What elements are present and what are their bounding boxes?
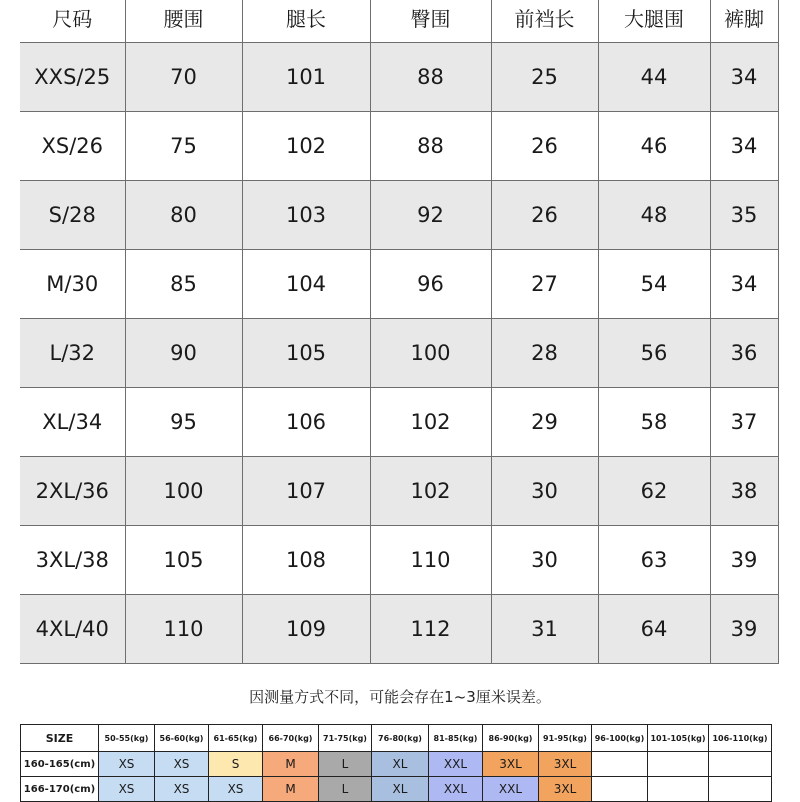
size-row	[20, 388, 778, 457]
measurement-cell: 37	[710, 388, 778, 457]
recommended-size-cell: XXL	[483, 777, 539, 802]
measurement-cell: 39	[710, 526, 778, 595]
measurement-cell: 44	[598, 43, 710, 112]
recommended-size-cell: XXL	[429, 752, 483, 777]
size-label-cell: 4XL/40	[20, 595, 125, 664]
recommended-size-cell: XS	[209, 777, 263, 802]
measurement-cell: 105	[125, 526, 242, 595]
recommended-size-cell: 3XL	[483, 752, 539, 777]
measurement-cell: 96	[370, 250, 491, 319]
measurement-note: 因测量方式不同，可能会存在1~3厘米误差。	[249, 688, 551, 706]
weight-range-header: 106-110(kg)	[709, 725, 772, 752]
measurement-cell: 101	[242, 43, 370, 112]
recommended-size-cell: XS	[155, 752, 209, 777]
recommended-size-cell	[592, 777, 648, 802]
size-header-cell: 裤脚	[710, 0, 778, 43]
recommended-size-cell: M	[263, 752, 319, 777]
weight-range-header: 101-105(kg)	[648, 725, 709, 752]
measurement-cell: 30	[491, 526, 598, 595]
height-row	[21, 777, 772, 802]
recommended-size-cell: XL	[372, 752, 429, 777]
size-row	[20, 43, 778, 112]
measurement-cell: 100	[370, 319, 491, 388]
recommended-size-cell	[592, 752, 648, 777]
measurement-cell: 39	[710, 595, 778, 664]
size-row	[20, 595, 778, 664]
recommended-size-cell	[709, 752, 772, 777]
measurement-cell: 58	[598, 388, 710, 457]
measurement-cell: 36	[710, 319, 778, 388]
measurement-cell: 34	[710, 250, 778, 319]
size-label-cell: 2XL/36	[20, 457, 125, 526]
measurement-cell: 110	[125, 595, 242, 664]
measurement-cell: 102	[242, 112, 370, 181]
height-row	[21, 752, 772, 777]
measurement-cell: 48	[598, 181, 710, 250]
recommended-size-cell: XS	[155, 777, 209, 802]
size-label-cell: XL/34	[20, 388, 125, 457]
size-header-label: SIZE	[21, 725, 99, 752]
size-chart-body	[20, 43, 778, 664]
size-row	[20, 112, 778, 181]
measurement-cell: 54	[598, 250, 710, 319]
weight-table-body	[21, 752, 772, 802]
measurement-cell: 112	[370, 595, 491, 664]
weight-range-header: 61-65(kg)	[209, 725, 263, 752]
measurement-cell: 88	[370, 112, 491, 181]
weight-range-header: 96-100(kg)	[592, 725, 648, 752]
measurement-cell: 105	[242, 319, 370, 388]
measurement-cell: 75	[125, 112, 242, 181]
measurement-cell: 104	[242, 250, 370, 319]
measurement-cell: 90	[125, 319, 242, 388]
height-range-cell: 166-170(cm)	[21, 777, 99, 802]
recommended-size-cell: M	[263, 777, 319, 802]
measurement-cell: 92	[370, 181, 491, 250]
recommended-size-cell: L	[319, 752, 372, 777]
measurement-cell: 85	[125, 250, 242, 319]
size-row	[20, 181, 778, 250]
measurement-cell: 103	[242, 181, 370, 250]
size-label-cell: S/28	[20, 181, 125, 250]
recommended-size-cell	[709, 777, 772, 802]
measurement-cell: 46	[598, 112, 710, 181]
measurement-cell: 63	[598, 526, 710, 595]
measurement-cell: 106	[242, 388, 370, 457]
size-header-cell: 大腿围	[598, 0, 710, 43]
measurement-cell: 34	[710, 43, 778, 112]
size-label-cell: M/30	[20, 250, 125, 319]
measurement-cell: 62	[598, 457, 710, 526]
measurement-cell: 35	[710, 181, 778, 250]
measurement-cell: 28	[491, 319, 598, 388]
size-row	[20, 250, 778, 319]
measurement-cell: 26	[491, 181, 598, 250]
measurement-cell: 34	[710, 112, 778, 181]
measurement-cell: 108	[242, 526, 370, 595]
measurement-cell: 27	[491, 250, 598, 319]
size-row	[20, 319, 778, 388]
height-range-cell: 160-165(cm)	[21, 752, 99, 777]
size-chart-table	[20, 0, 779, 664]
recommended-size-cell: XXL	[429, 777, 483, 802]
size-header-cell: 腿长	[242, 0, 370, 43]
size-header-cell: 腰围	[125, 0, 242, 43]
measurement-cell: 30	[491, 457, 598, 526]
recommended-size-cell: XS	[99, 777, 155, 802]
measurement-cell: 26	[491, 112, 598, 181]
weight-table-header-row	[21, 725, 772, 752]
measurement-cell: 107	[242, 457, 370, 526]
measurement-cell: 29	[491, 388, 598, 457]
size-label-cell: L/32	[20, 319, 125, 388]
measurement-cell: 56	[598, 319, 710, 388]
size-header-cell: 前裆长	[491, 0, 598, 43]
recommended-size-cell: XS	[99, 752, 155, 777]
recommended-size-cell: L	[319, 777, 372, 802]
measurement-cell: 38	[710, 457, 778, 526]
measurement-cell: 95	[125, 388, 242, 457]
weight-range-header: 56-60(kg)	[155, 725, 209, 752]
measurement-cell: 109	[242, 595, 370, 664]
size-row	[20, 457, 778, 526]
measurement-cell: 80	[125, 181, 242, 250]
recommended-size-cell: 3XL	[539, 752, 592, 777]
weight-height-size-table	[20, 724, 772, 802]
measurement-cell: 102	[370, 457, 491, 526]
measurement-cell: 25	[491, 43, 598, 112]
weight-range-header: 91-95(kg)	[539, 725, 592, 752]
size-row	[20, 526, 778, 595]
measurement-cell: 102	[370, 388, 491, 457]
recommended-size-cell	[648, 777, 709, 802]
measurement-cell: 70	[125, 43, 242, 112]
weight-range-header: 71-75(kg)	[319, 725, 372, 752]
recommended-size-cell	[648, 752, 709, 777]
weight-range-header: 50-55(kg)	[99, 725, 155, 752]
weight-range-header: 66-70(kg)	[263, 725, 319, 752]
size-header-cell: 臀围	[370, 0, 491, 43]
weight-range-header: 86-90(kg)	[483, 725, 539, 752]
recommended-size-cell: S	[209, 752, 263, 777]
size-label-cell: XXS/25	[20, 43, 125, 112]
measurement-cell: 31	[491, 595, 598, 664]
weight-range-header: 76-80(kg)	[372, 725, 429, 752]
size-chart-header-row	[20, 0, 778, 43]
size-label-cell: 3XL/38	[20, 526, 125, 595]
measurement-cell: 110	[370, 526, 491, 595]
measurement-cell: 88	[370, 43, 491, 112]
weight-range-header: 81-85(kg)	[429, 725, 483, 752]
size-label-cell: XS/26	[20, 112, 125, 181]
measurement-cell: 64	[598, 595, 710, 664]
measurement-cell: 100	[125, 457, 242, 526]
recommended-size-cell: 3XL	[539, 777, 592, 802]
size-header-cell: 尺码	[20, 0, 125, 43]
recommended-size-cell: XL	[372, 777, 429, 802]
